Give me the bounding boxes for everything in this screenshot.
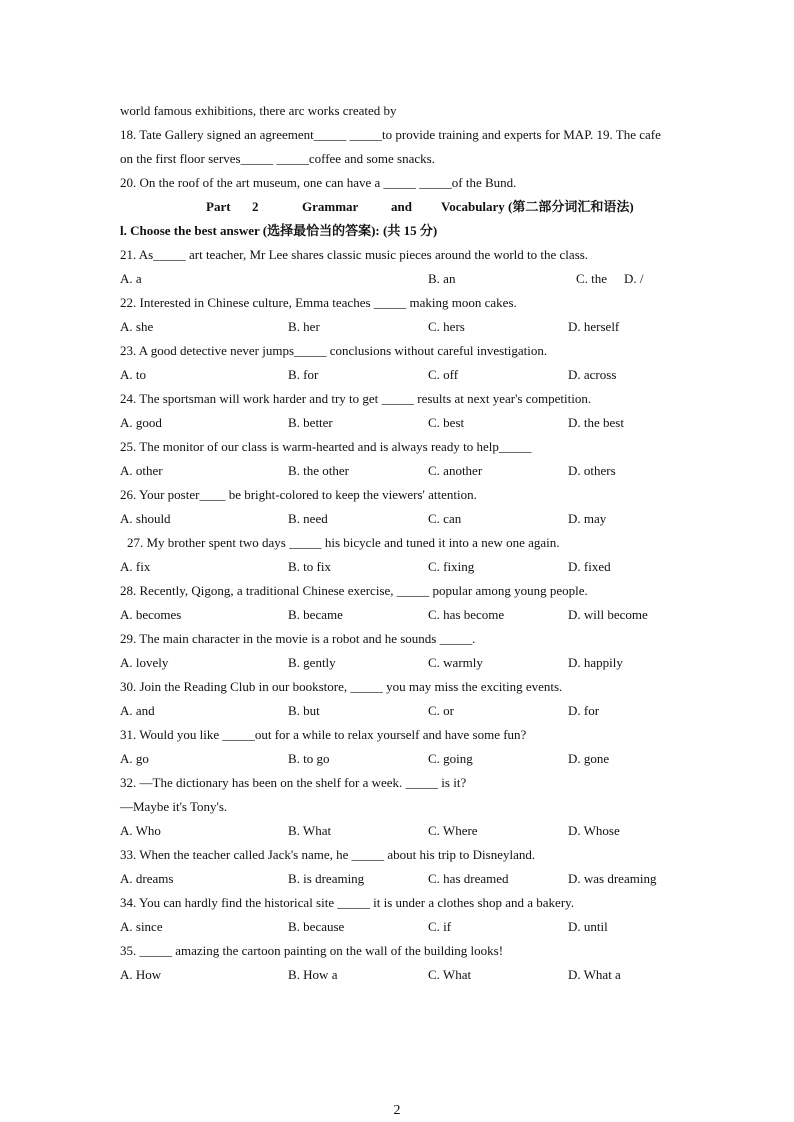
option-d[interactable]: D. happily [568, 655, 623, 670]
option-d[interactable]: D. for [568, 703, 600, 718]
option-b[interactable]: B. is dreaming [288, 871, 365, 886]
question-stem: 29. The main character in the movie is a robot and he sounds _____. [120, 631, 476, 646]
question-stem: 30. Join the Reading Club in our bookstore, _____ you may miss the exciting events. [120, 679, 563, 694]
option-b[interactable]: B. gently [288, 655, 336, 670]
option-a[interactable]: A. since [120, 919, 163, 934]
instruction: l. Choose the best answer (选择最恰当的答案): (共 15 分) [120, 223, 438, 238]
option-d[interactable]: D. others [568, 463, 616, 478]
option-d[interactable]: D. will become [568, 607, 648, 622]
text-line: on the first floor serves_____ _____coffee and some snacks. [120, 151, 435, 166]
option-c[interactable]: C. best [428, 415, 465, 430]
option-b[interactable]: B. but [288, 703, 320, 718]
question-stem: 28. Recently, Qigong, a traditional Chinese exercise, _____ popular among young people. [120, 583, 588, 598]
option-a[interactable]: A. she [120, 319, 154, 334]
option-b[interactable]: B. the other [288, 463, 350, 478]
option-a[interactable]: A. to [120, 367, 146, 382]
option-d[interactable]: D. gone [568, 751, 610, 766]
question-stem: 34. You can hardly find the historical site _____ it is under a clothes shop and a bakery. [120, 895, 575, 910]
question-stem: 27. My brother spent two days _____ his bicycle and tuned it into a new one again. [127, 535, 560, 550]
option-b[interactable]: B. to fix [288, 559, 331, 574]
option-a[interactable]: A. a [120, 271, 142, 286]
option-d[interactable]: D. / [624, 271, 644, 286]
option-a[interactable]: A. good [120, 415, 162, 430]
option-b[interactable]: B. became [288, 607, 343, 622]
question-stem: 23. A good detective never jumps_____ conclusions without careful investigation. [120, 343, 548, 358]
option-d[interactable]: D. herself [568, 319, 620, 334]
section-title-part: Part [206, 199, 231, 214]
option-c[interactable]: C. another [428, 463, 483, 478]
section-title-grammar: Grammar [302, 199, 359, 214]
option-b[interactable]: B. better [288, 415, 333, 430]
option-d[interactable]: D. fixed [568, 559, 611, 574]
option-c[interactable]: C. can [428, 511, 462, 526]
question-stem-reply: —Maybe it's Tony's. [120, 799, 228, 814]
option-a[interactable]: A. should [120, 511, 171, 526]
option-d[interactable]: D. What a [568, 967, 621, 982]
option-d[interactable]: D. the best [568, 415, 624, 430]
question-stem: 26. Your poster____ be bright-colored to keep the viewers' attention. [120, 487, 477, 502]
option-a[interactable]: A. dreams [120, 871, 174, 886]
option-c[interactable]: C. hers [428, 319, 465, 334]
question-stem: 33. When the teacher called Jack's name, he _____ about his trip to Disneyland. [120, 847, 536, 862]
option-c[interactable]: C. Where [428, 823, 478, 838]
option-b[interactable]: B. need [288, 511, 328, 526]
option-a[interactable]: A. Who [120, 823, 161, 838]
option-d[interactable]: D. until [568, 919, 608, 934]
option-a[interactable]: A. becomes [120, 607, 182, 622]
option-d[interactable]: D. Whose [568, 823, 620, 838]
option-c[interactable]: C. going [428, 751, 473, 766]
option-b[interactable]: B. an [428, 271, 456, 286]
text-line: world famous exhibitions, there arc works created by [120, 103, 397, 118]
option-c[interactable]: C. off [428, 367, 459, 382]
option-b[interactable]: B. What [288, 823, 332, 838]
option-d[interactable]: D. was dreaming [568, 871, 657, 886]
option-a[interactable]: A. and [120, 703, 155, 718]
question-stem: 21. As_____ art teacher, Mr Lee shares classic music pieces around the world to the class. [120, 247, 589, 262]
option-c[interactable]: C. warmly [428, 655, 483, 670]
option-c[interactable]: C. What [428, 967, 472, 982]
question-stem: 25. The monitor of our class is warm-hearted and is always ready to help_____ [120, 439, 532, 454]
question-stem: 35. _____ amazing the cartoon painting on the wall of the building looks! [120, 943, 504, 958]
option-a[interactable]: A. fix [120, 559, 151, 574]
question-stem: 31. Would you like _____out for a while to relax yourself and have some fun? [120, 727, 527, 742]
option-b[interactable]: B. for [288, 367, 319, 382]
option-c[interactable]: C. has dreamed [428, 871, 509, 886]
option-c[interactable]: C. if [428, 919, 452, 934]
option-d[interactable]: D. may [568, 511, 607, 526]
option-c[interactable]: C. or [428, 703, 454, 718]
page-number: 2 [393, 1103, 401, 1118]
option-a[interactable]: A. lovely [120, 655, 169, 670]
question-stem: 24. The sportsman will work harder and try to get _____ results at next year's competition. [120, 391, 592, 406]
option-a[interactable]: A. go [120, 751, 149, 766]
section-title-number: 2 [252, 199, 259, 214]
option-b[interactable]: B. to go [288, 751, 330, 766]
question-stem: 32. —The dictionary has been on the shelf for a week. _____ is it? [120, 775, 467, 790]
question-stem: 22. Interested in Chinese culture, Emma teaches _____ making moon cakes. [120, 295, 517, 310]
option-b[interactable]: B. her [288, 319, 320, 334]
option-c[interactable]: C. fixing [428, 559, 475, 574]
section-title-vocabulary: Vocabulary (第二部分词汇和语法) [441, 199, 634, 214]
option-a[interactable]: A. other [120, 463, 163, 478]
question-20: 20. On the roof of the art museum, one can have a _____ _____of the Bund. [120, 175, 517, 190]
option-b[interactable]: B. How a [288, 967, 338, 982]
option-c[interactable]: C. the [576, 271, 608, 286]
question-18-19: 18. Tate Gallery signed an agreement_____ _____to provide training and experts for MAP. 19. The cafe [120, 127, 661, 142]
option-d[interactable]: D. across [568, 367, 617, 382]
option-b[interactable]: B. because [288, 919, 345, 934]
option-c[interactable]: C. has become [428, 607, 505, 622]
option-a[interactable]: A. How [120, 967, 162, 982]
section-title-and: and [391, 199, 412, 214]
